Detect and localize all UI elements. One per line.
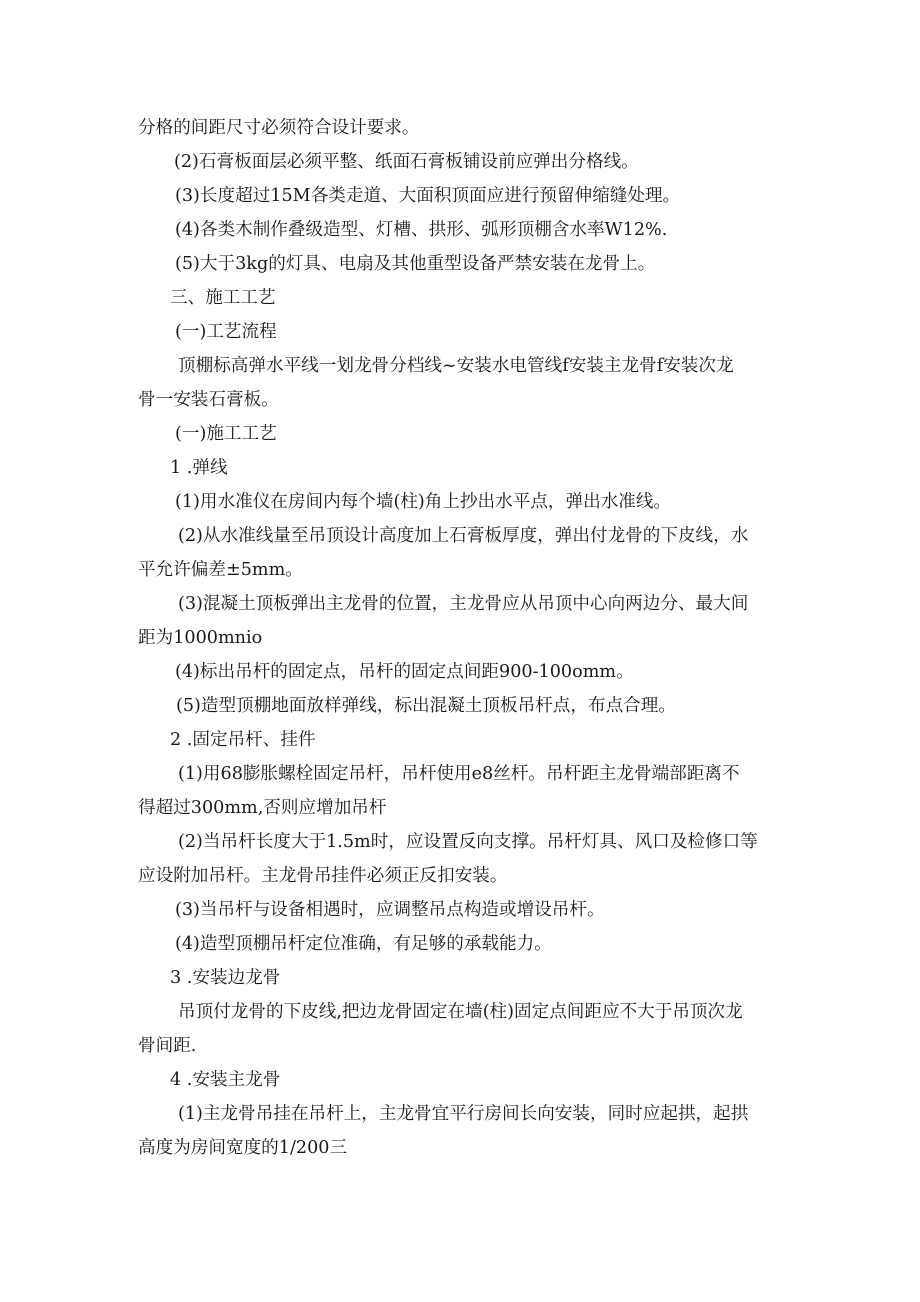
text-line: (5)造型顶棚地面放样弹线，标出混凝土顶板吊杆点，布点合理。 xyxy=(176,696,676,716)
text-line: (1)用68膨胀螺栓固定吊杆，吊杆使用e8丝杆。吊杆距主龙骨端部距离不 xyxy=(178,764,740,784)
text-line: 分格的间距尺寸必须符合设计要求。 xyxy=(138,118,420,138)
item-heading: 3 .安装边龙骨 xyxy=(170,968,281,988)
text-line: 平允许偏差±5mm。 xyxy=(138,560,303,580)
item-heading: 2 .固定吊杆、挂件 xyxy=(170,730,316,750)
text-line: 吊顶付龙骨的下皮线,把边龙骨固定在墙(柱)固定点间距应不大于吊顶次龙 xyxy=(178,1002,743,1022)
text-line: (3)当吊杆与设备相遇时，应调整吊点构造或增设吊杆。 xyxy=(175,900,605,920)
text-line: (1)主龙骨吊挂在吊杆上，主龙骨宜平行房间长向安装，同时应起拱，起拱 xyxy=(178,1104,749,1124)
text-line: (4)各类木制作叠级造型、灯槽、拱形、弧形顶棚含水率W12%. xyxy=(175,220,668,240)
text-line: (5)大于3kg的灯具、电扇及其他重型设备严禁安装在龙骨上。 xyxy=(175,254,656,274)
text-line: (4)标出吊杆的固定点，吊杆的固定点间距900-100omm。 xyxy=(175,662,634,682)
text-line: (1)用水准仪在房间内每个墙(柱)角上抄出水平点，弹出水准线。 xyxy=(175,492,672,512)
text-line: 骨间距. xyxy=(138,1036,197,1056)
text-line: (2)当吊杆长度大于1.5m时，应设置反向支撑。吊杆灯具、风口及检修口等 xyxy=(178,832,758,852)
text-line: (3)长度超过15M各类走道、大面积顶面应进行预留伸缩缝处理。 xyxy=(175,186,681,206)
subsection-heading: (一)施工工艺 xyxy=(175,424,277,444)
text-line: 距为1000mnio xyxy=(138,628,263,648)
subsection-heading: (一)工艺流程 xyxy=(175,322,277,342)
section-heading: 三、施工工艺 xyxy=(170,288,276,308)
text-line: (2)从水准线量至吊顶设计高度加上石膏板厚度，弹出付龙骨的下皮线，水 xyxy=(178,526,749,546)
text-line: 得超过300mm,否则应增加吊杆 xyxy=(138,798,387,818)
text-line: (3)混凝土顶板弹出主龙骨的位置，主龙骨应从吊顶中心向两边分、最大间 xyxy=(178,594,749,614)
text-line: 顶棚标高弹水平线一划龙骨分档线~安装水电管线f安装主龙骨f安装次龙 xyxy=(178,356,734,376)
text-line: (4)造型顶棚吊杆定位准确，有足够的承载能力。 xyxy=(175,934,552,954)
item-heading: 1 .弹线 xyxy=(170,458,228,478)
text-line: 应设附加吊杆。主龙骨吊挂件必须正反扣安装。 xyxy=(138,866,508,886)
item-heading: 4 .安装主龙骨 xyxy=(170,1070,281,1090)
text-line: (2)石膏板面层必须平整、纸面石膏板铺设前应弹出分格线。 xyxy=(174,152,639,172)
text-line: 骨一安装石膏板。 xyxy=(138,390,279,410)
text-line: 高度为房间宽度的1/200三 xyxy=(138,1138,348,1158)
